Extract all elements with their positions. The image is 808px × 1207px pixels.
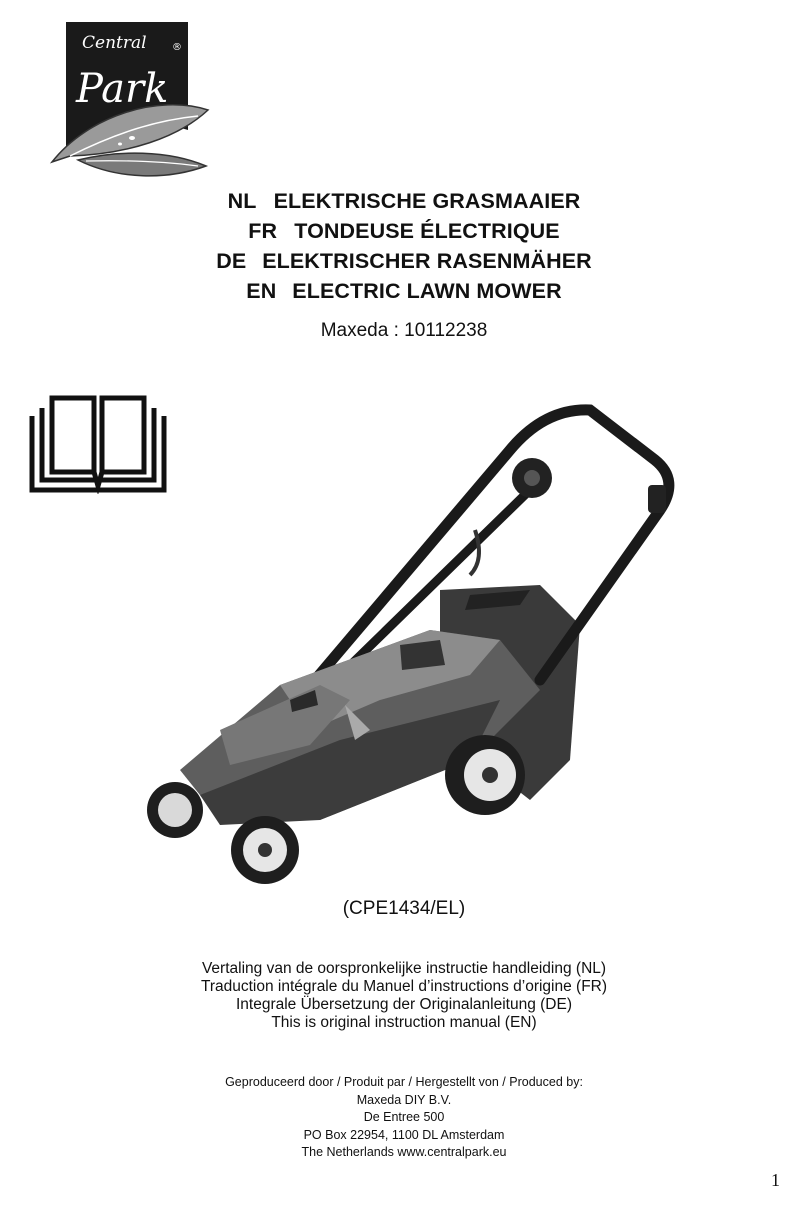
producer-pobox: PO Box 22954, 1100 DL Amsterdam: [303, 1127, 505, 1142]
translation-nl: Vertaling van de oorspronkelijke instructie handleiding (NL): [201, 960, 607, 977]
logo-line1: Central: [82, 33, 147, 53]
page-number: 1: [771, 1170, 780, 1190]
producer-company: Maxeda DIY B.V.: [356, 1092, 452, 1107]
model-number: Maxeda : 10112238: [320, 320, 488, 341]
logo-line2: Park: [76, 66, 169, 112]
title-block: [0, 189, 808, 309]
model-variant: (CPE1434/EL): [342, 898, 466, 919]
translation-de: Integrale Übersetzung der Originalanleitung (DE): [235, 996, 572, 1013]
translation-fr: Traduction intégrale du Manuel d’instructions d’origine (FR): [200, 978, 608, 995]
translation-notes: [0, 960, 808, 1032]
title-en: EN ELECTRIC LAWN MOWER: [246, 279, 562, 303]
producer-heading: Geproduceerd door / Produit par / Hergestellt von / Produced by:: [225, 1075, 583, 1089]
lawn-mower-illustration: [140, 400, 700, 890]
central-park-logo: [48, 20, 210, 182]
logo-registered: ®: [172, 42, 182, 53]
title-de: DE ELEKTRISCHER RASENMÄHER: [216, 249, 592, 273]
producer-country-web: The Netherlands www.centralpark.eu: [301, 1145, 507, 1159]
title-fr: FR TONDEUSE ÉLECTRIQUE: [248, 219, 560, 243]
translation-en: This is original instruction manual (EN): [271, 1014, 537, 1031]
producer-street: De Entree 500: [363, 1110, 445, 1124]
producer-block: [0, 1074, 808, 1162]
title-nl: NL ELEKTRISCHE GRASMAAIER: [227, 189, 581, 213]
